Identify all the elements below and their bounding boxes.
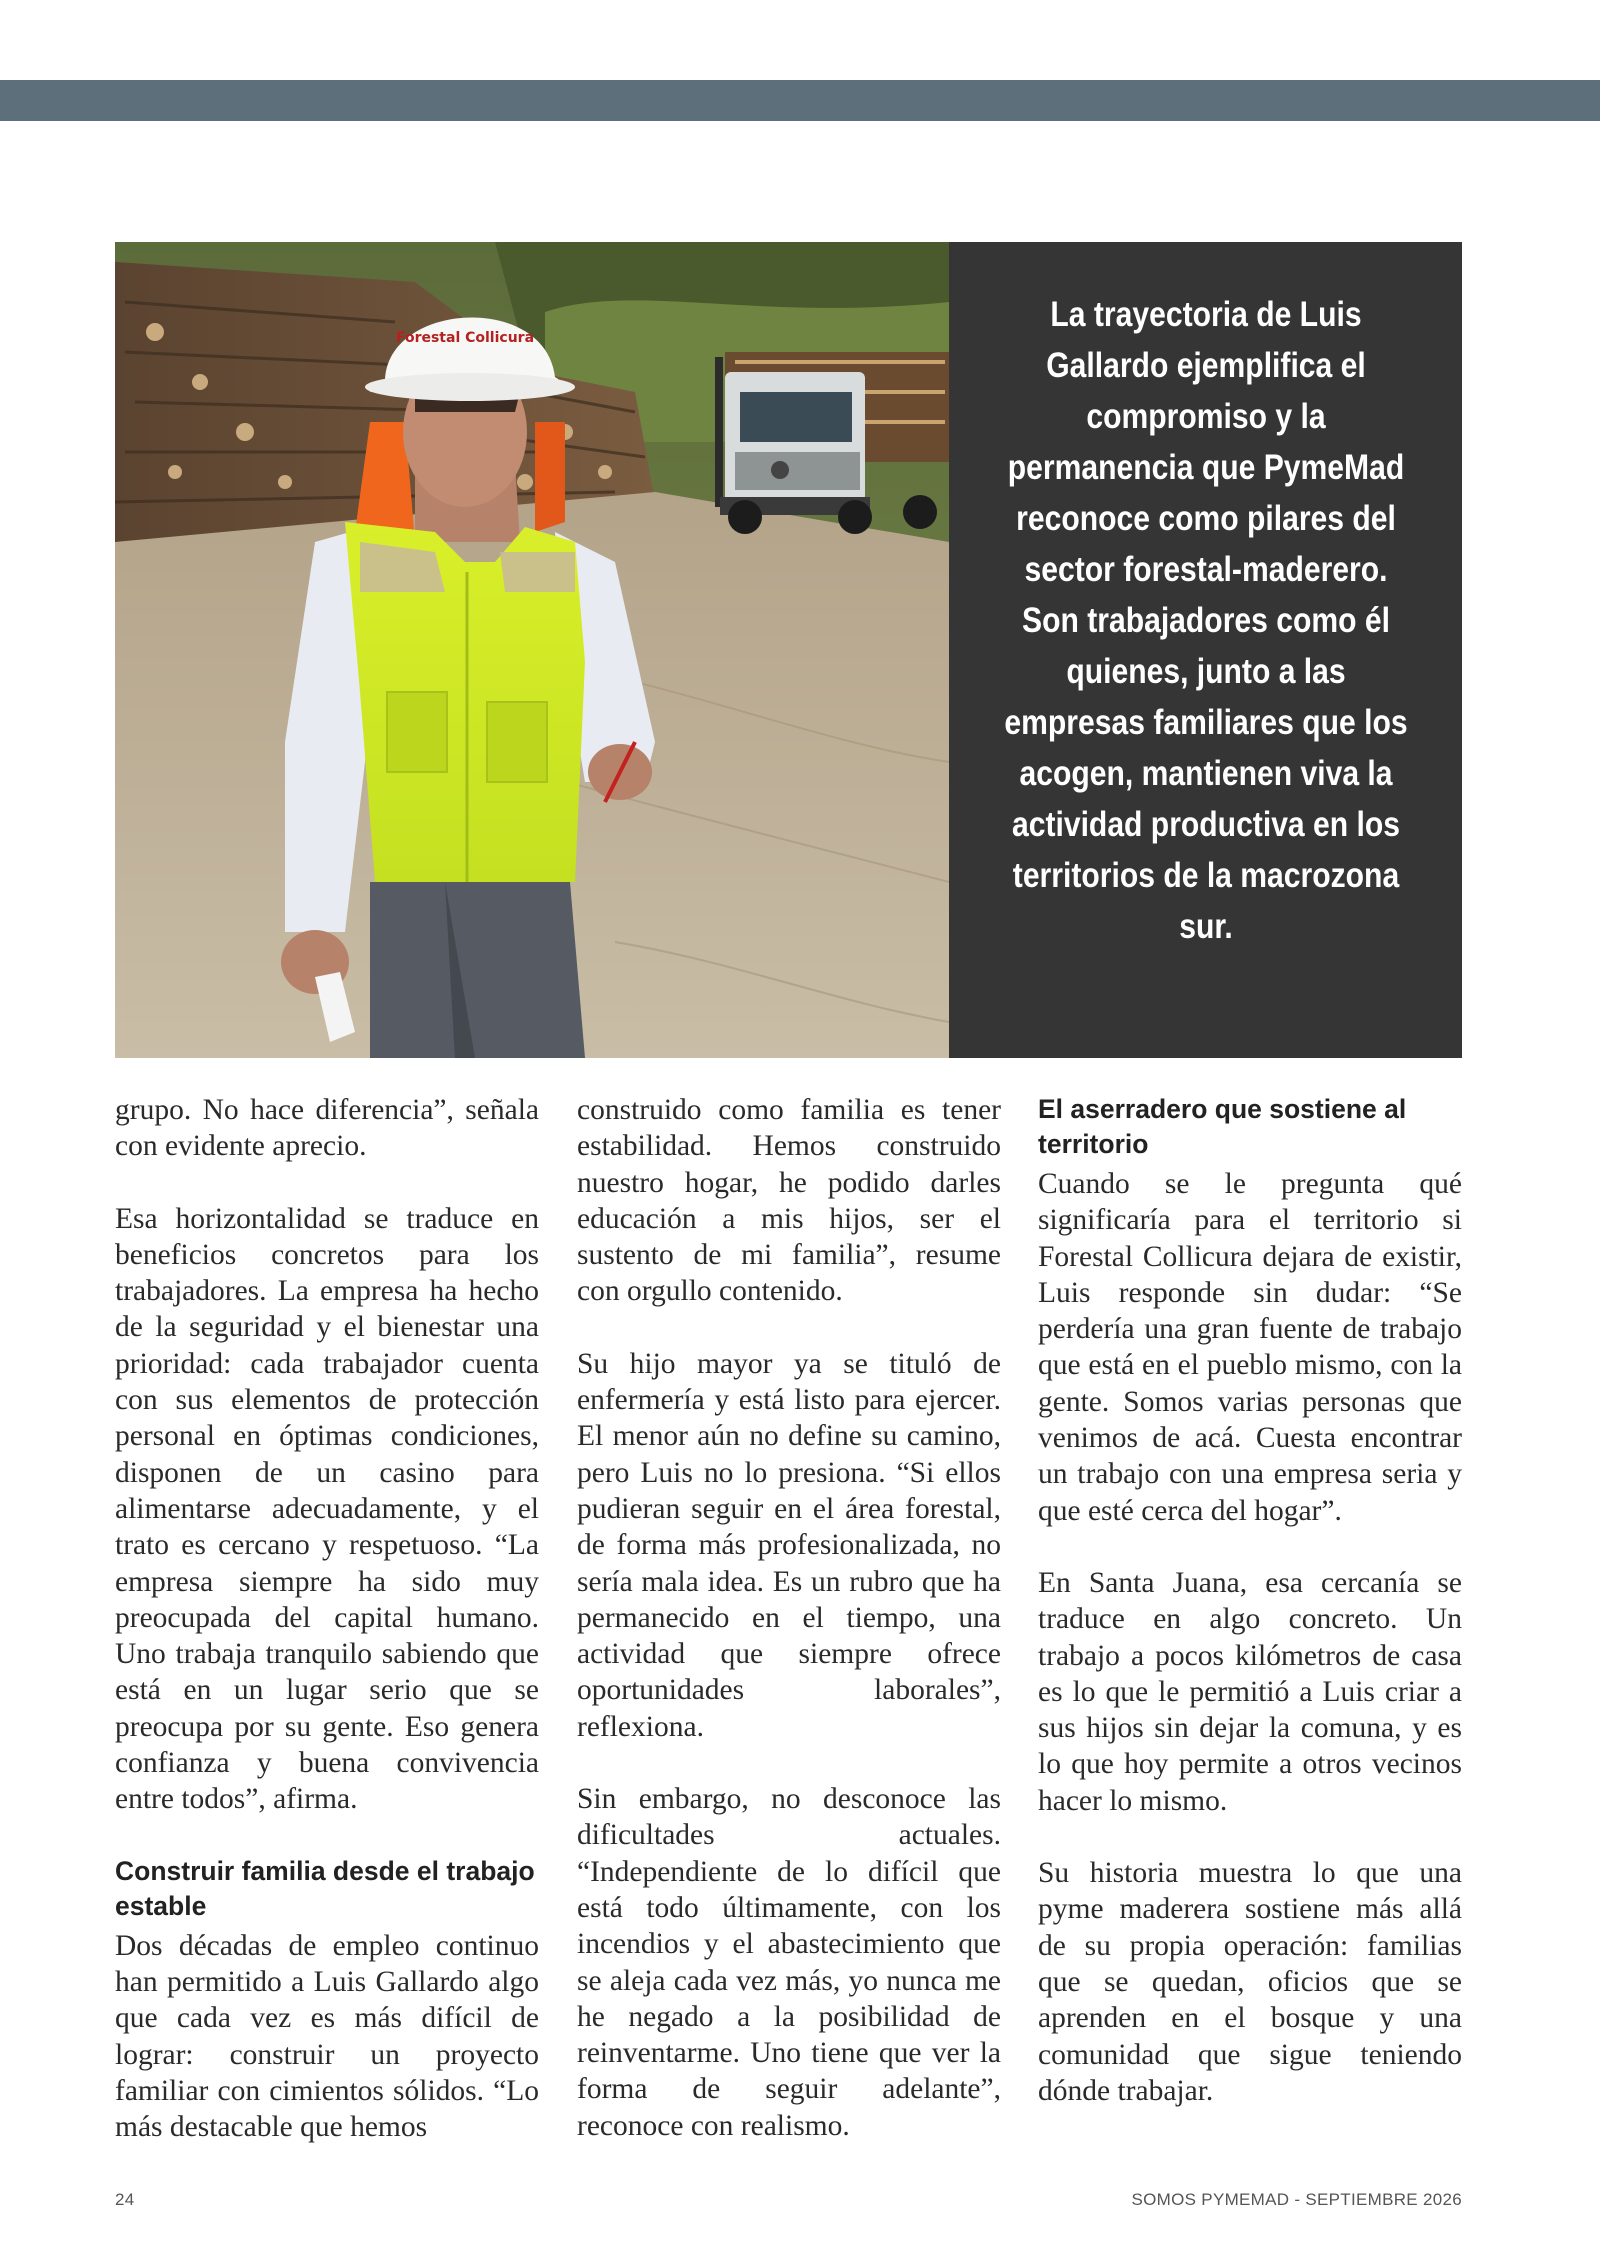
paragraph: grupo. No hace diferencia”, señala con evidente aprecio. [115, 1094, 539, 1163]
paragraph: construido como familia es tener estabilidad. Hemos construido nuestro hogar, he podido darles educación a mis hijos, ser el sustento de mi familia”, resume con orgullo contenido. [577, 1094, 1001, 1308]
helmet-logo: Forestal Collicura [395, 330, 535, 346]
section-heading: El aserradero que sostiene al territorio [1038, 1094, 1407, 1159]
paragraph: Dos décadas de empleo continuo han permitido a Luis Gallardo algo que cada vez es más difícil de lograr: construir un proyecto familiar con cimientos sólidos. “Lo más destacable que hemos [115, 1929, 539, 2144]
paragraph: Esa horizontalidad se traduce en beneficios concretos para los trabajadores. La empresa ha hecho de la seguridad y el bienestar una prioridad: cada trabajador cuenta con sus elementos de protección personal en óptimas condiciones, disponen de un casino para alimentarse adecuadamente, y el trato es cercano y respetuoso. “La empresa siempre ha sido muy preocupada del capital humano. Uno trabaja tranquilo sabiendo que está en un lugar serio que se preocupa por su gente. Eso genera confianza y buena convivencia entre todos”, afirma. [115, 1202, 539, 1816]
hero-section [115, 242, 1462, 1058]
section-heading: Construir familia desde el trabajo estable [115, 1855, 535, 1921]
header-band [0, 80, 1600, 121]
issue-label: SOMOS PYMEMAD - SEPTIEMBRE 2026 [1131, 2190, 1462, 2209]
article-column-2 [577, 1092, 1001, 2180]
article-column-3 [1038, 1092, 1462, 2145]
pull-quote: La trayectoria de Luis Gallardo ejemplifica el compromiso y la permanencia que PymeMad reconoce como pilares del sector forestal-maderero. Son trabajadores como él quienes, junto a las empresas familiares que los acogen, mantienen viva la actividad productiva en los territorios de la macrozona sur. [1003, 294, 1408, 946]
paragraph: Su hijo mayor ya se tituló de enfermería y está listo para ejercer. El menor aún no define su camino, pero Luis no lo presiona. “Si ellos pudieran seguir en el área forestal, de forma más profesionalizada, no sería mala idea. Es un rubro que ha permanecido en el tiempo, una actividad que siempre ofrece oportunidades laborales”, reflexiona. [577, 1347, 1001, 1743]
paragraph: Cuando se le pregunta qué significaría para el territorio si Forestal Collicura dejara de existir, Luis responde sin dudar: “Se perdería una gran fuente de trabajo que está en el pueblo mismo, con la gente. Somos varias personas que venimos de acá. Cuesta encontrar un trabajo con una empresa seria y que esté cerca del hogar”. [1038, 1168, 1462, 1527]
paragraph: Sin embargo, no desconoce las dificultades actuales. “Independiente de lo difícil que está todo últimamente, con los incendios y el abastecimiento que se aleja cada vez más, yo nunca me he negado a la posibilidad de reinventarme. Uno tiene que ver la forma de seguir adelante”, reconoce con realismo. [577, 1783, 1001, 2142]
paragraph: En Santa Juana, esa cercanía se traduce en algo concreto. Un trabajo a pocos kilómetros de casa es lo que le permitió a Luis criar a sus hijos sin dejar la comuna, y es lo que hoy permite a otros vecinos hacer lo mismo. [1038, 1566, 1462, 1817]
paragraph: Su historia muestra lo que una pyme maderera sostiene más allá de su propia operación: familias que se quedan, oficios que se aprenden en el bosque y una comunidad que sigue teniendo dónde trabajar. [1038, 1857, 1462, 2107]
article-column-1 [115, 1092, 539, 2181]
page-number: 24 [115, 2190, 135, 2209]
pull-quote-panel [949, 242, 1462, 1058]
worker-photo [115, 242, 949, 1058]
